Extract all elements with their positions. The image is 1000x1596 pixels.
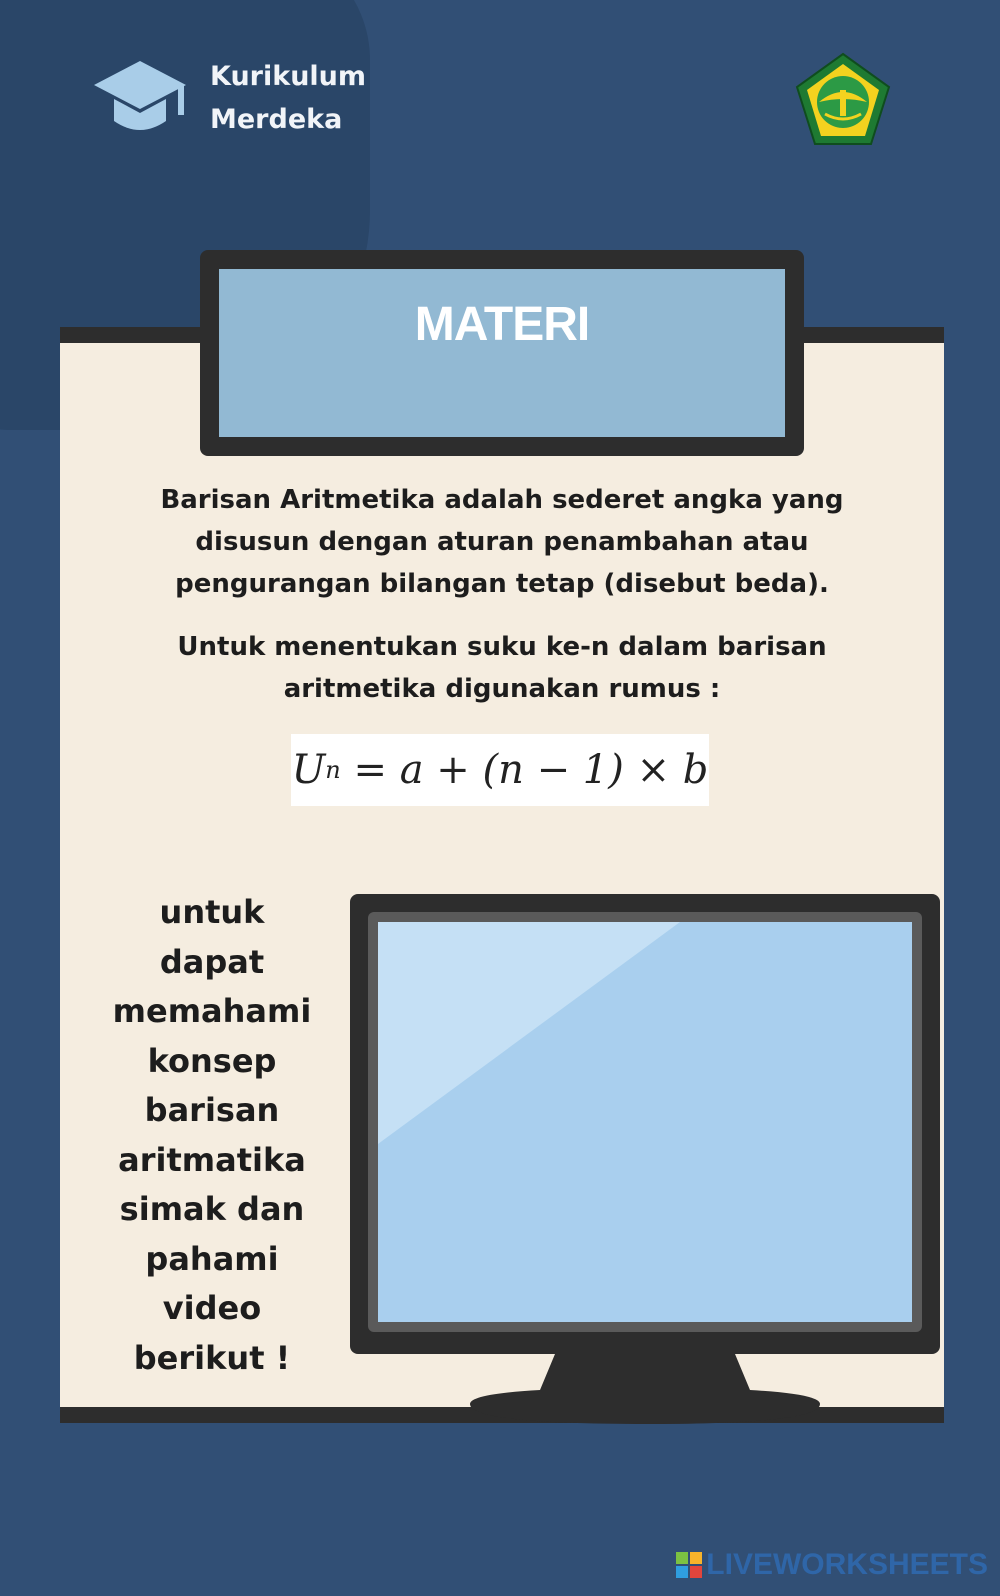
page-title: MATERI	[414, 298, 590, 351]
formula-rhs: = a + (n − 1) × b	[353, 747, 709, 793]
video-player[interactable]	[350, 894, 940, 1424]
liveworksheets-logo-icon	[676, 1552, 702, 1578]
formula-intro-paragraph: Untuk menentukan suku ke-n dalam barisan aritmetika digunakan rumus :	[177, 632, 827, 704]
brand	[92, 55, 366, 141]
formula-box	[291, 734, 709, 806]
formula-lhs: U	[291, 747, 326, 793]
university-logo	[795, 52, 891, 148]
graduation-cap-icon	[92, 55, 188, 141]
footer-text: LIVEWORKSHEETS	[706, 1548, 988, 1581]
definition-paragraph: Barisan Aritmetika adalah sederet angka yang disusun dengan aturan penambahan atau pengurangan bilangan tetap (disebut beda).	[160, 485, 844, 599]
title-frame	[200, 250, 804, 456]
brand-line-2: Merdeka	[210, 104, 343, 135]
brand-line-1: Kurikulum	[210, 61, 367, 92]
video-instruction-text: untuk dapat memahami konsep barisan aritmatika simak dan pahami video berikut !	[112, 893, 312, 1377]
formula-subscript: n	[325, 756, 341, 784]
footer-watermark	[676, 1548, 988, 1582]
